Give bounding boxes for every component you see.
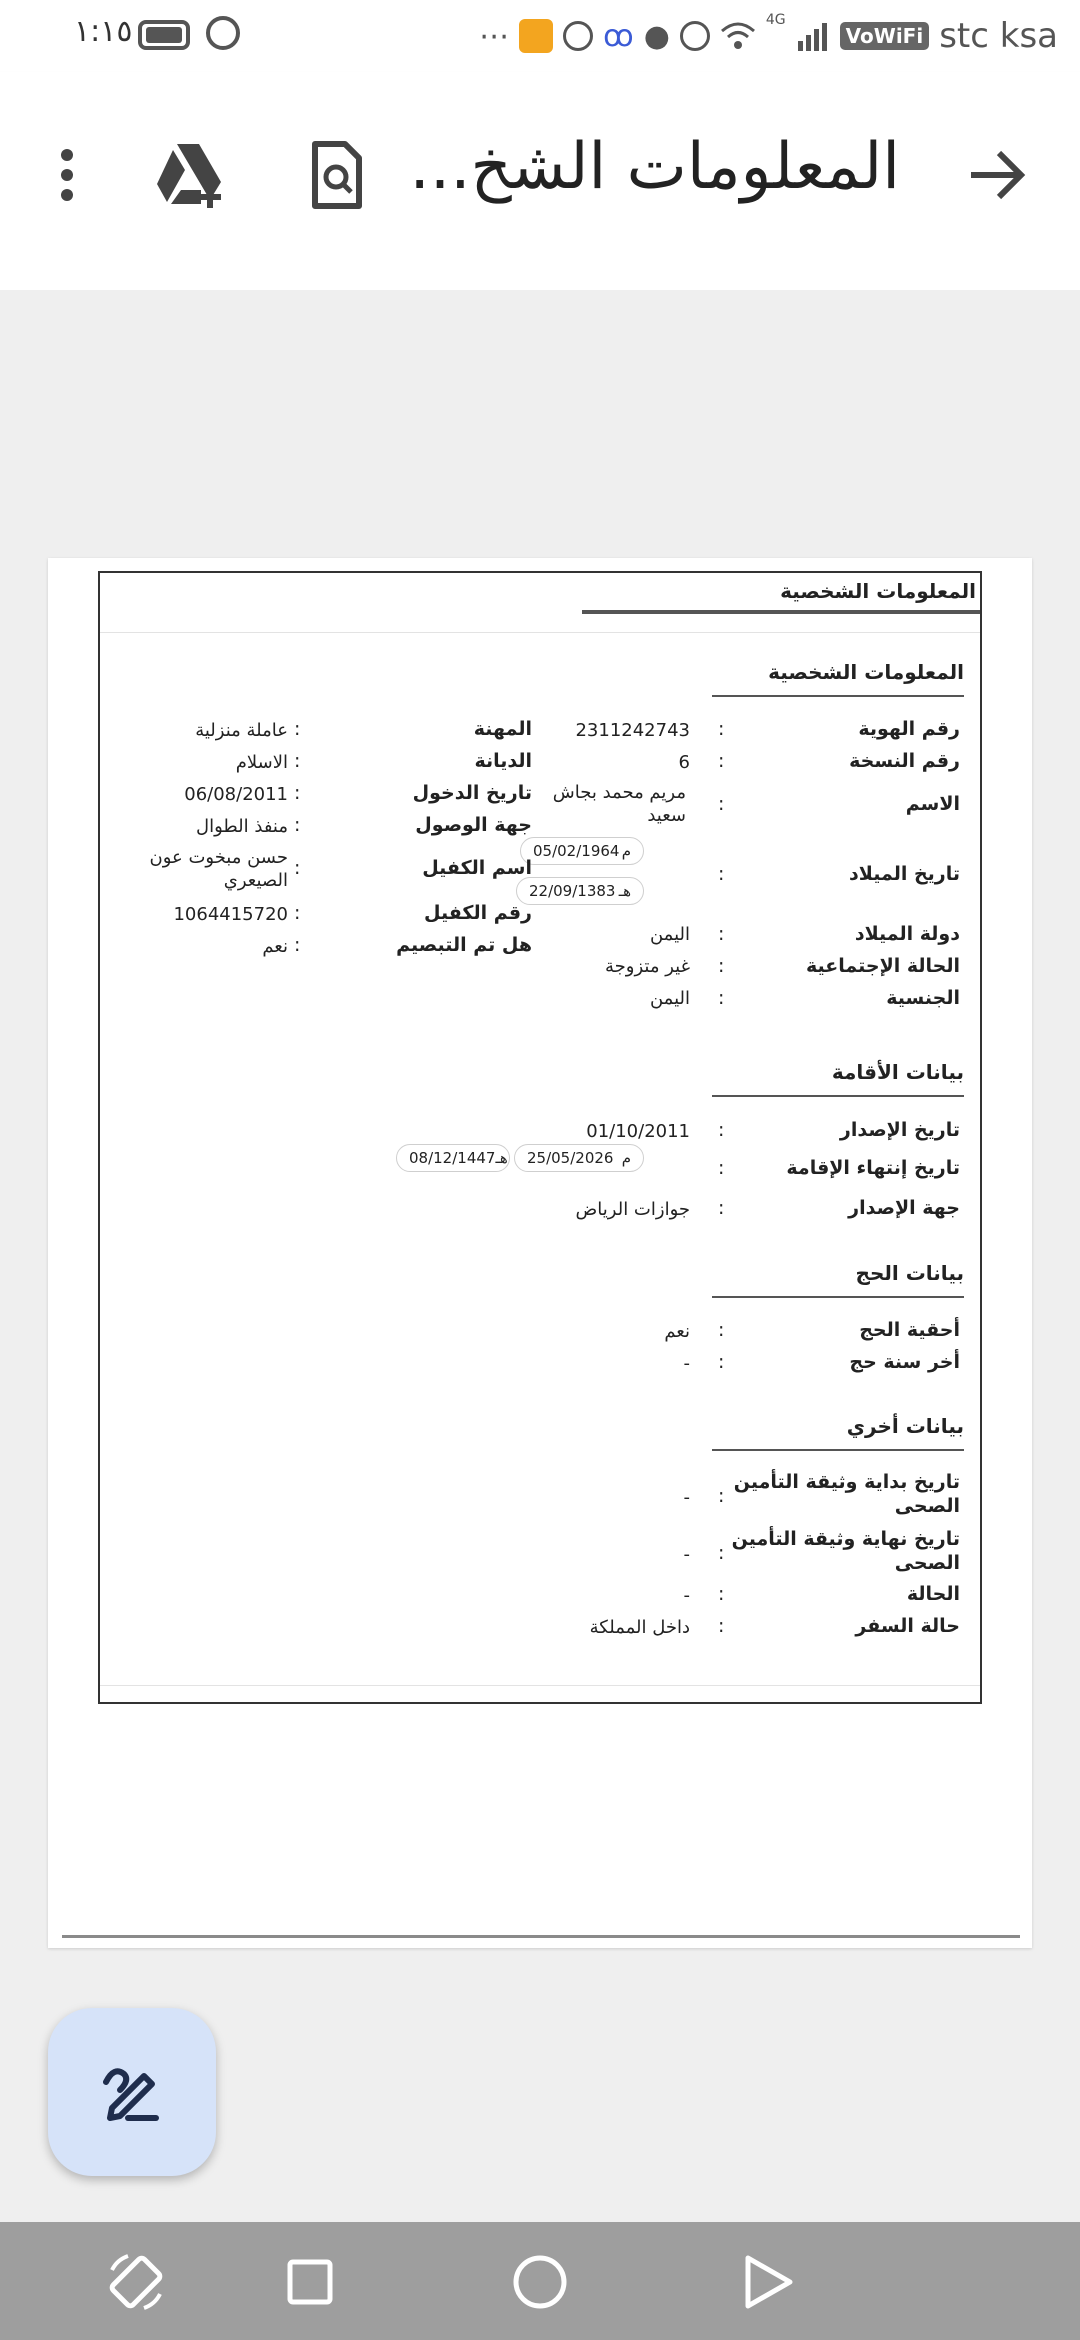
label-issuer: جهة الإصدار (848, 1197, 960, 1219)
value-hajj-eligibility: نعم (664, 1321, 690, 1342)
value-marital-status: غير متزوجة (605, 956, 690, 977)
home-button[interactable] (502, 2244, 578, 2320)
page-divider (62, 1935, 1020, 1938)
status-icons (479, 12, 1058, 60)
app-bar (0, 72, 1080, 290)
status-bar (0, 0, 1080, 72)
label-last-hajj-year: أخر سنة حج (849, 1351, 960, 1373)
add-to-drive-button[interactable] (148, 130, 238, 220)
birth-date-gregorian: 05/02/1964 م (520, 837, 644, 865)
section-title-residence: بيانات الأقامة (831, 1060, 964, 1084)
section-rule (712, 695, 964, 697)
colon: : (718, 863, 725, 885)
value-travel-status: داخل المملكة (589, 1617, 690, 1638)
label-fingerprint: هل تم التبصيم (396, 934, 532, 956)
more-options-button[interactable] (22, 130, 112, 220)
section-rule (712, 1095, 964, 1097)
colon: : (294, 750, 301, 772)
edit-fab-button[interactable] (48, 2008, 216, 2176)
colon: : (718, 987, 725, 1009)
bluetooth-icon: ꝏ (603, 18, 634, 54)
circle-icon (512, 2254, 568, 2310)
value-insurance-end: - (683, 1544, 690, 1565)
value-nationality: اليمن (649, 988, 690, 1009)
status-time: ١:١٥ (74, 14, 133, 49)
colon: : (294, 857, 301, 879)
label-residence-expiry: تاريخ إنتهاء الإقامة (786, 1157, 960, 1179)
label-sponsor-name: اسم الكفيل (422, 857, 532, 879)
system-nav-bar (0, 2222, 1080, 2340)
colon: : (718, 1583, 725, 1605)
chat-icon: ● (643, 18, 670, 54)
label-copy-number: رقم النسخة (849, 750, 960, 772)
frame-header-title: المعلومات الشخصية (780, 579, 976, 603)
label-nationality: الجنسية (886, 987, 960, 1009)
label-birth-country: دولة الميلاد (854, 923, 960, 945)
wifi-icon (720, 21, 756, 51)
colon: : (718, 1197, 725, 1219)
rotate-icon (104, 2250, 168, 2314)
colon: : (718, 1157, 725, 1179)
drive-add-icon (155, 142, 231, 208)
expiry-date-gregorian: 25/05/2026 م (514, 1144, 644, 1172)
label-insurance-end: تاريخ نهاية وثيقة التأمين الصحى (731, 1528, 960, 1574)
section-title-hajj: بيانات الحج (855, 1261, 964, 1285)
section-rule (712, 1296, 964, 1298)
label-marital-status: الحالة الإجتماعية (806, 955, 960, 977)
alarm-icon (206, 16, 240, 50)
back-button[interactable] (952, 130, 1042, 220)
colon: : (294, 902, 301, 924)
frame-header-underline (582, 610, 980, 614)
value-sponsor-name: حسن مبخوت عون الصيعري (149, 847, 288, 891)
colon: : (718, 1485, 725, 1507)
arrow-forward-icon (967, 149, 1027, 201)
colon: : (718, 1351, 725, 1373)
label-insurance-start: تاريخ بداية وثيقة التأمين الصحى (733, 1471, 960, 1517)
frame-header (100, 573, 980, 633)
more-icon: ⋯ (479, 18, 510, 54)
rotate-button[interactable] (98, 2244, 174, 2320)
download-icon (563, 21, 593, 51)
label-id-number: رقم الهوية (858, 718, 960, 740)
carrier-name: stc ksa (939, 16, 1058, 56)
edit-pen-icon (100, 2060, 164, 2124)
value-birth-country: اليمن (649, 924, 690, 945)
download-icon (680, 21, 710, 51)
battery-icon (138, 20, 190, 50)
label-issue-date: تاريخ الإصدار (839, 1119, 960, 1141)
value-entry-date: 06/08/2011 (184, 784, 288, 805)
section-title-personal: المعلومات الشخصية (768, 660, 964, 684)
signal-icon (796, 21, 830, 51)
more-vert-icon (57, 145, 77, 205)
value-name: مريم محمد بجاش سعيد (552, 782, 686, 826)
label-entry-date: تاريخ الدخول (412, 782, 532, 804)
colon: : (718, 718, 725, 740)
recents-button[interactable] (272, 2244, 348, 2320)
label-birth-date: تاريخ الميلاد (849, 863, 960, 885)
value-status: - (683, 1585, 690, 1606)
document-frame (98, 571, 982, 1704)
colon: : (718, 923, 725, 945)
triangle-icon (742, 2254, 794, 2310)
network-type: 4G (765, 12, 786, 28)
colon: : (718, 1615, 725, 1637)
value-last-hajj-year: - (683, 1353, 690, 1374)
value-insurance-start: - (683, 1487, 690, 1508)
label-hajj-eligibility: أحقية الحج (859, 1319, 960, 1341)
value-sponsor-number: 1064415720 (173, 904, 288, 925)
colon: : (294, 814, 301, 836)
label-sponsor-number: رقم الكفيل (424, 902, 532, 924)
value-occupation: عاملة منزلية (195, 720, 288, 741)
value-copy-number: 6 (678, 752, 690, 773)
section-rule (712, 1449, 964, 1451)
colon: : (718, 1542, 725, 1564)
section-title-other: بيانات أخري (846, 1414, 964, 1438)
label-travel-status: حالة السفر (855, 1615, 960, 1637)
label-arrival-port: جهة الوصول (415, 814, 532, 836)
colon: : (294, 782, 301, 804)
colon: : (718, 955, 725, 977)
label-status: الحالة (906, 1583, 960, 1605)
frame-footer-line (100, 1685, 980, 1686)
find-in-document-button[interactable] (292, 130, 382, 220)
birth-date-hijri: 22/09/1383 هـ (516, 877, 644, 905)
find-in-page-icon (309, 140, 365, 210)
value-arrival-port: منفذ الطوال (196, 816, 288, 837)
value-issuer: جوازات الرياض (575, 1199, 690, 1220)
frame-separator (100, 632, 980, 633)
label-occupation: المهنة (473, 718, 532, 740)
colon: : (718, 1119, 725, 1141)
value-fingerprint: نعم (262, 936, 288, 957)
colon: : (294, 934, 301, 956)
label-name: الاسم (905, 793, 960, 815)
value-id-number: 2311242743 (575, 720, 690, 741)
colon: : (718, 750, 725, 772)
colon: : (718, 793, 725, 815)
value-issue-date: 01/10/2011 (586, 1121, 690, 1142)
value-religion: الاسلام (235, 752, 288, 773)
page-title: المعلومات الشخ... (409, 130, 900, 204)
label-religion: الديانة (474, 750, 532, 772)
expiry-date-hijri: 08/12/1447 هـ (396, 1144, 510, 1172)
colon: : (718, 1319, 725, 1341)
colon: : (294, 718, 301, 740)
square-icon (286, 2258, 334, 2306)
vowifi-badge: VoWiFi (840, 22, 930, 50)
app-notification-icon (519, 19, 553, 53)
back-nav-button[interactable] (730, 2244, 806, 2320)
